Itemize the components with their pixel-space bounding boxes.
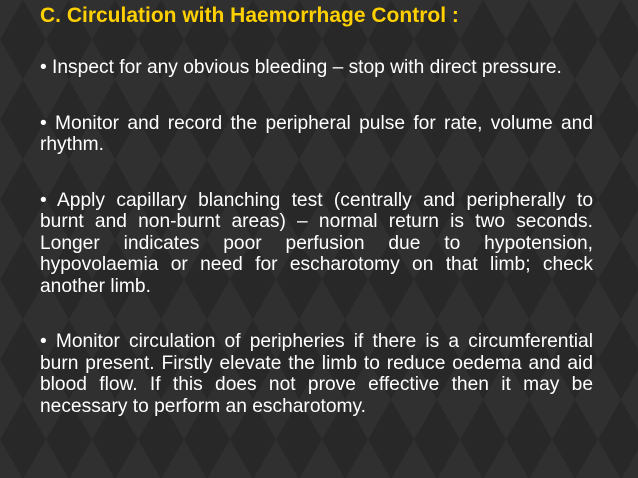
bullet-monitor-peripheries: • Monitor circulation of peripheries if there is a circumferential burn present. Firstly elevate the limb to reduce oedema and aid blood flow. If this does not prove effective then it may be necessary to perform an escharotomy. [40, 331, 593, 417]
bullet-monitor-pulse: • Monitor and record the peripheral pulse for rate, volume and rhythm. [40, 112, 593, 155]
bullet-capillary-blanching: • Apply capillary blanching test (centrally and peripherally to burnt and non-burnt areas) – normal return is two seconds. Longer indicates poor perfusion due to hypotension, hypovolaemia or need for escharotomy on that limb; check another limb. [40, 189, 593, 297]
bullet-list [40, 57, 593, 417]
slide-title: C. Circulation with Haemorrhage Control : [40, 4, 459, 27]
bullet-inspect-bleeding: • Inspect for any obvious bleeding – stop with direct pressure. [40, 57, 562, 78]
